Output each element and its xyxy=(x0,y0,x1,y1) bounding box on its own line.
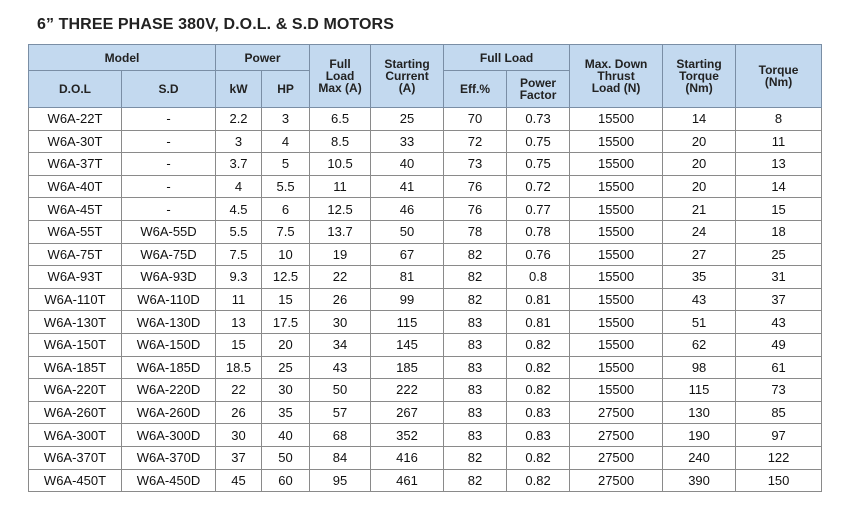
cell-full-load-max: 13.7 xyxy=(310,220,371,243)
cell-power-factor: 0.75 xyxy=(507,153,570,176)
cell-max-down-thrust: 15500 xyxy=(570,153,663,176)
cell-sd-model: W6A-93D xyxy=(122,266,216,289)
table-row xyxy=(29,333,822,356)
cell-full-load-max: 12.5 xyxy=(310,198,371,221)
cell-efficiency: 78 xyxy=(444,220,507,243)
cell-power-factor: 0.77 xyxy=(507,198,570,221)
cell-sd-model: W6A-260D xyxy=(122,401,216,424)
cell-kw: 15 xyxy=(216,333,262,356)
cell-kw: 30 xyxy=(216,424,262,447)
cell-starting-current: 222 xyxy=(371,379,444,402)
header-full-load: Full Load xyxy=(444,45,570,71)
cell-full-load-max: 6.5 xyxy=(310,108,371,131)
cell-sd-model: W6A-370D xyxy=(122,446,216,469)
cell-full-load-max: 68 xyxy=(310,424,371,447)
table-row xyxy=(29,153,822,176)
cell-max-down-thrust: 15500 xyxy=(570,356,663,379)
cell-max-down-thrust: 27500 xyxy=(570,469,663,492)
cell-starting-current: 461 xyxy=(371,469,444,492)
cell-full-load-max: 50 xyxy=(310,379,371,402)
cell-full-load-max: 57 xyxy=(310,401,371,424)
header-dol: D.O.L xyxy=(29,71,122,108)
cell-max-down-thrust: 15500 xyxy=(570,379,663,402)
cell-max-down-thrust: 15500 xyxy=(570,243,663,266)
cell-full-load-max: 84 xyxy=(310,446,371,469)
header-sd: S.D xyxy=(122,71,216,108)
cell-starting-current: 115 xyxy=(371,311,444,334)
table-header xyxy=(29,45,822,108)
cell-starting-torque: 27 xyxy=(663,243,736,266)
cell-power-factor: 0.82 xyxy=(507,446,570,469)
cell-kw: 4 xyxy=(216,175,262,198)
cell-efficiency: 82 xyxy=(444,469,507,492)
cell-starting-torque: 20 xyxy=(663,130,736,153)
cell-dol-model: W6A-45T xyxy=(29,198,122,221)
cell-efficiency: 70 xyxy=(444,108,507,131)
cell-efficiency: 82 xyxy=(444,243,507,266)
cell-efficiency: 83 xyxy=(444,401,507,424)
cell-dol-model: W6A-300T xyxy=(29,424,122,447)
cell-kw: 5.5 xyxy=(216,220,262,243)
header-starting-current: Starting Current (A) xyxy=(371,45,444,108)
header-model: Model xyxy=(29,45,216,71)
cell-kw: 9.3 xyxy=(216,266,262,289)
cell-hp: 50 xyxy=(262,446,310,469)
cell-kw: 45 xyxy=(216,469,262,492)
cell-sd-model: W6A-150D xyxy=(122,333,216,356)
header-power: Power xyxy=(216,45,310,71)
cell-starting-torque: 51 xyxy=(663,311,736,334)
cell-starting-current: 41 xyxy=(371,175,444,198)
header-hp: HP xyxy=(262,71,310,108)
cell-sd-model: W6A-75D xyxy=(122,243,216,266)
cell-dol-model: W6A-370T xyxy=(29,446,122,469)
cell-power-factor: 0.81 xyxy=(507,288,570,311)
cell-max-down-thrust: 15500 xyxy=(570,333,663,356)
cell-max-down-thrust: 15500 xyxy=(570,175,663,198)
cell-full-load-max: 34 xyxy=(310,333,371,356)
cell-power-factor: 0.75 xyxy=(507,130,570,153)
cell-dol-model: W6A-22T xyxy=(29,108,122,131)
table-row xyxy=(29,175,822,198)
cell-power-factor: 0.82 xyxy=(507,379,570,402)
table-row xyxy=(29,243,822,266)
cell-efficiency: 83 xyxy=(444,424,507,447)
cell-starting-current: 145 xyxy=(371,333,444,356)
header-kw: kW xyxy=(216,71,262,108)
cell-starting-torque: 20 xyxy=(663,175,736,198)
cell-power-factor: 0.83 xyxy=(507,424,570,447)
table-row xyxy=(29,220,822,243)
header-eff: Eff.% xyxy=(444,71,507,108)
cell-efficiency: 82 xyxy=(444,266,507,289)
cell-hp: 3 xyxy=(262,108,310,131)
cell-starting-current: 33 xyxy=(371,130,444,153)
cell-efficiency: 72 xyxy=(444,130,507,153)
table-row xyxy=(29,379,822,402)
cell-hp: 40 xyxy=(262,424,310,447)
table-row xyxy=(29,130,822,153)
cell-power-factor: 0.81 xyxy=(507,311,570,334)
cell-efficiency: 83 xyxy=(444,333,507,356)
cell-max-down-thrust: 15500 xyxy=(570,220,663,243)
cell-kw: 13 xyxy=(216,311,262,334)
cell-sd-model: - xyxy=(122,130,216,153)
cell-sd-model: W6A-220D xyxy=(122,379,216,402)
cell-max-down-thrust: 27500 xyxy=(570,401,663,424)
cell-torque: 85 xyxy=(736,401,822,424)
cell-power-factor: 0.72 xyxy=(507,175,570,198)
cell-starting-current: 50 xyxy=(371,220,444,243)
cell-efficiency: 82 xyxy=(444,288,507,311)
cell-efficiency: 82 xyxy=(444,446,507,469)
table-row xyxy=(29,424,822,447)
cell-torque: 73 xyxy=(736,379,822,402)
cell-sd-model: - xyxy=(122,175,216,198)
cell-hp: 17.5 xyxy=(262,311,310,334)
cell-torque: 150 xyxy=(736,469,822,492)
cell-efficiency: 73 xyxy=(444,153,507,176)
cell-efficiency: 83 xyxy=(444,311,507,334)
cell-power-factor: 0.8 xyxy=(507,266,570,289)
cell-torque: 37 xyxy=(736,288,822,311)
cell-torque: 43 xyxy=(736,311,822,334)
cell-starting-torque: 43 xyxy=(663,288,736,311)
cell-sd-model: W6A-185D xyxy=(122,356,216,379)
cell-kw: 37 xyxy=(216,446,262,469)
cell-starting-torque: 190 xyxy=(663,424,736,447)
cell-efficiency: 83 xyxy=(444,379,507,402)
cell-hp: 10 xyxy=(262,243,310,266)
cell-kw: 18.5 xyxy=(216,356,262,379)
cell-kw: 2.2 xyxy=(216,108,262,131)
cell-hp: 12.5 xyxy=(262,266,310,289)
cell-hp: 60 xyxy=(262,469,310,492)
cell-dol-model: W6A-185T xyxy=(29,356,122,379)
cell-starting-torque: 14 xyxy=(663,108,736,131)
cell-efficiency: 83 xyxy=(444,356,507,379)
table-row xyxy=(29,446,822,469)
cell-max-down-thrust: 15500 xyxy=(570,130,663,153)
cell-torque: 15 xyxy=(736,198,822,221)
cell-kw: 3.7 xyxy=(216,153,262,176)
cell-sd-model: W6A-130D xyxy=(122,311,216,334)
cell-max-down-thrust: 15500 xyxy=(570,311,663,334)
cell-starting-current: 99 xyxy=(371,288,444,311)
table-row xyxy=(29,288,822,311)
cell-dol-model: W6A-30T xyxy=(29,130,122,153)
motor-spec-table xyxy=(28,44,822,492)
cell-starting-torque: 115 xyxy=(663,379,736,402)
cell-starting-current: 25 xyxy=(371,108,444,131)
table-row xyxy=(29,311,822,334)
cell-full-load-max: 10.5 xyxy=(310,153,371,176)
cell-power-factor: 0.82 xyxy=(507,333,570,356)
header-starting-torque: Starting Torque (Nm) xyxy=(663,45,736,108)
table-row xyxy=(29,356,822,379)
cell-full-load-max: 95 xyxy=(310,469,371,492)
cell-kw: 7.5 xyxy=(216,243,262,266)
table-row xyxy=(29,108,822,131)
cell-starting-torque: 20 xyxy=(663,153,736,176)
header-power-factor: Power Factor xyxy=(507,71,570,108)
cell-sd-model: - xyxy=(122,153,216,176)
cell-dol-model: W6A-37T xyxy=(29,153,122,176)
cell-starting-current: 46 xyxy=(371,198,444,221)
cell-starting-current: 352 xyxy=(371,424,444,447)
cell-sd-model: - xyxy=(122,198,216,221)
cell-power-factor: 0.82 xyxy=(507,469,570,492)
cell-kw: 22 xyxy=(216,379,262,402)
cell-starting-current: 81 xyxy=(371,266,444,289)
cell-hp: 5.5 xyxy=(262,175,310,198)
cell-starting-torque: 35 xyxy=(663,266,736,289)
cell-torque: 97 xyxy=(736,424,822,447)
cell-dol-model: W6A-260T xyxy=(29,401,122,424)
cell-dol-model: W6A-450T xyxy=(29,469,122,492)
cell-starting-torque: 24 xyxy=(663,220,736,243)
cell-torque: 49 xyxy=(736,333,822,356)
cell-power-factor: 0.83 xyxy=(507,401,570,424)
cell-hp: 15 xyxy=(262,288,310,311)
cell-starting-torque: 390 xyxy=(663,469,736,492)
cell-torque: 13 xyxy=(736,153,822,176)
table-row xyxy=(29,469,822,492)
cell-hp: 30 xyxy=(262,379,310,402)
cell-hp: 7.5 xyxy=(262,220,310,243)
cell-full-load-max: 19 xyxy=(310,243,371,266)
cell-power-factor: 0.82 xyxy=(507,356,570,379)
header-torque: Torque (Nm) xyxy=(736,45,822,108)
cell-hp: 4 xyxy=(262,130,310,153)
cell-kw: 4.5 xyxy=(216,198,262,221)
cell-torque: 25 xyxy=(736,243,822,266)
cell-max-down-thrust: 27500 xyxy=(570,424,663,447)
cell-efficiency: 76 xyxy=(444,198,507,221)
cell-full-load-max: 22 xyxy=(310,266,371,289)
cell-sd-model: W6A-110D xyxy=(122,288,216,311)
cell-full-load-max: 26 xyxy=(310,288,371,311)
cell-power-factor: 0.78 xyxy=(507,220,570,243)
header-full-load-max: Full Load Max (A) xyxy=(310,45,371,108)
cell-kw: 26 xyxy=(216,401,262,424)
cell-dol-model: W6A-40T xyxy=(29,175,122,198)
cell-sd-model: W6A-300D xyxy=(122,424,216,447)
cell-hp: 20 xyxy=(262,333,310,356)
cell-max-down-thrust: 15500 xyxy=(570,198,663,221)
cell-torque: 18 xyxy=(736,220,822,243)
cell-kw: 3 xyxy=(216,130,262,153)
cell-dol-model: W6A-75T xyxy=(29,243,122,266)
cell-starting-current: 416 xyxy=(371,446,444,469)
cell-starting-current: 185 xyxy=(371,356,444,379)
cell-kw: 11 xyxy=(216,288,262,311)
cell-dol-model: W6A-93T xyxy=(29,266,122,289)
cell-torque: 122 xyxy=(736,446,822,469)
cell-dol-model: W6A-110T xyxy=(29,288,122,311)
cell-dol-model: W6A-150T xyxy=(29,333,122,356)
cell-starting-torque: 240 xyxy=(663,446,736,469)
cell-starting-torque: 98 xyxy=(663,356,736,379)
cell-power-factor: 0.76 xyxy=(507,243,570,266)
cell-sd-model: W6A-450D xyxy=(122,469,216,492)
cell-torque: 31 xyxy=(736,266,822,289)
cell-power-factor: 0.73 xyxy=(507,108,570,131)
cell-torque: 14 xyxy=(736,175,822,198)
cell-max-down-thrust: 15500 xyxy=(570,288,663,311)
page-title: 6” THREE PHASE 380V, D.O.L. & S.D MOTORS xyxy=(37,16,394,33)
cell-torque: 11 xyxy=(736,130,822,153)
cell-starting-torque: 130 xyxy=(663,401,736,424)
cell-full-load-max: 30 xyxy=(310,311,371,334)
cell-hp: 5 xyxy=(262,153,310,176)
cell-starting-torque: 62 xyxy=(663,333,736,356)
table-row xyxy=(29,401,822,424)
cell-sd-model: W6A-55D xyxy=(122,220,216,243)
cell-max-down-thrust: 27500 xyxy=(570,446,663,469)
cell-sd-model: - xyxy=(122,108,216,131)
cell-hp: 6 xyxy=(262,198,310,221)
cell-starting-current: 67 xyxy=(371,243,444,266)
cell-dol-model: W6A-130T xyxy=(29,311,122,334)
cell-starting-torque: 21 xyxy=(663,198,736,221)
cell-dol-model: W6A-55T xyxy=(29,220,122,243)
cell-dol-model: W6A-220T xyxy=(29,379,122,402)
cell-full-load-max: 8.5 xyxy=(310,130,371,153)
cell-max-down-thrust: 15500 xyxy=(570,108,663,131)
cell-efficiency: 76 xyxy=(444,175,507,198)
cell-hp: 35 xyxy=(262,401,310,424)
cell-max-down-thrust: 15500 xyxy=(570,266,663,289)
cell-starting-current: 267 xyxy=(371,401,444,424)
table-row xyxy=(29,266,822,289)
cell-full-load-max: 11 xyxy=(310,175,371,198)
cell-starting-current: 40 xyxy=(371,153,444,176)
cell-torque: 8 xyxy=(736,108,822,131)
header-max-down-thrust: Max. Down Thrust Load (N) xyxy=(570,45,663,108)
cell-torque: 61 xyxy=(736,356,822,379)
cell-full-load-max: 43 xyxy=(310,356,371,379)
table-row xyxy=(29,198,822,221)
table-body xyxy=(29,108,822,492)
cell-hp: 25 xyxy=(262,356,310,379)
